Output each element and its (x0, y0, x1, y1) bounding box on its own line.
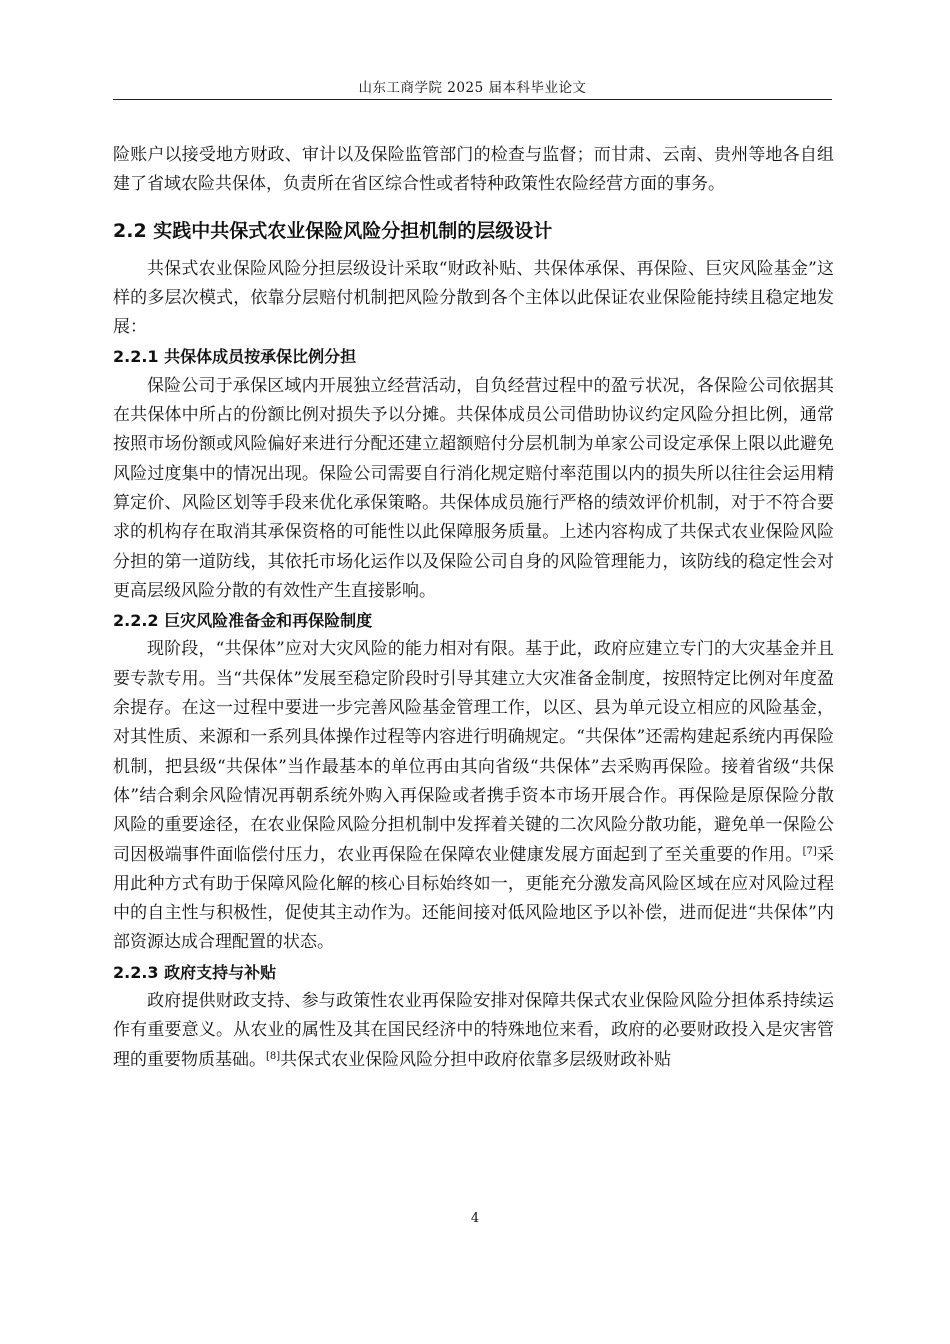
paragraph-catastrophe-reserve (113, 635, 834, 957)
subsection-heading-2-2-2: 2.2.2 巨灾风险准备金和再保险制度 (113, 611, 373, 631)
paragraph-continued: 险账户以接受地方财政、审计以及保险监管部门的检查与监督；而甘肃、云南、贵州等地各自组建了省域农险共保体，负责所在省区综合性或者特种政策性农险经营方面的事务。 (113, 145, 834, 195)
header-divider (113, 99, 832, 100)
running-header: 山东工商学院 2025 届本科毕业论文 (358, 80, 587, 96)
paragraph-member-sharing: 保险公司于承保区域内开展独立经营活动，自负经营过程中的盈亏状况，各保险公司依据其在共保体中所占的份额比例对损失予以分摊。共保体成员公司借助协议约定风险分担比例，通常按照市场份额或风险偏好来进行分配还建立超额赔付分层机制为单家公司设定承保上限以此避免风险过度集中的情况出现。保险公司需要自行消化规定赔付率范围以内的损失所以往往会运用精算定价、风险区划等手段来优化承保策略。共保体成员施行严格的绩效评价机制，对于不符合要求的机构存在取消其承保资格的可能性以此保障服务质量。上述内容构成了共保式农业保险风险分担的第一道防线，其依托市场化运作以及保险公司自身的风险管理能力，该防线的稳定性会对更高层级风险分散的有效性产生直接影响。 (113, 375, 834, 601)
page-number: 4 (470, 1211, 480, 1226)
paragraph-text: 共保式农业保险风险分担中政府依靠多层级财政补贴 (280, 1049, 672, 1070)
section-heading-2-2: 2.2 实践中共保式农业保险风险分担机制的层级设计 (113, 219, 553, 242)
subsection-heading-2-2-3: 2.2.3 政府支持与补贴 (113, 962, 277, 982)
citation-ref-7: [7] (802, 845, 817, 857)
page-body (113, 141, 834, 1075)
paragraph-text: 采用此种方式有助于保障风险化解的核心目标始终如一，更能充分激发高风险区域在应对风险过程中的自主性与积极性，促使其主动作为。还能间接对低风险地区予以补偿，进而促进“共保体”内部资源达成合理配置的状态。 (113, 844, 835, 953)
paragraph-text: 政府提供财政支持、参与政策性农业再保险安排对保障共保式农业保险风险分担体系持续运作有重要意义。从农业的属性及其在国民经济中的特殊地位来看，政府的必要财政投入是灾害管理的重要物质基础。 (113, 991, 834, 1070)
subsection-heading-2-2-1: 2.2.1 共保体成员按承保比例分担 (113, 347, 357, 367)
paragraph-layered-design: 共保式农业保险风险分担层级设计采取“财政补贴、共保体承保、再保险、巨灾风险基金”这样的多层次模式，依靠分层赔付机制把风险分散到各个主体以此保证农业保险能持续且稳定地发展： (113, 258, 834, 338)
citation-ref-8: [8] (266, 1050, 281, 1062)
paragraph-government-support (113, 987, 834, 1075)
paragraph-text: 现阶段，“共保体”应对大灾风险的能力相对有限。基于此，政府应建立专门的大灾基金并且要专款专用。当“共保体”发展至稳定阶段时引导其建立大灾准备金制度，按照特定比例对年度盈余提存。在这一过程中要进一步完善风险基金管理工作，以区、县为单元设立相应的风险基金，对其性质、来源和一系列具体操作过程等内容进行明确规定。“共保体”还需构建起系统内再保险机制，把县级“共保体”当作最基本的单位再由其向省级“共保体”去采购再保险。接着省级“共保体”结合剩余风险情况再朝系统外购入再保险或者携手资本市场开展合作。再保险是原保险分散风险的重要途径，在农业保险风险分担机制中发挥着关键的二次风险分散功能，避免单一保险公司因极端事件面临偿付压力，农业再保险在保障农业健康发展方面起到了至关重要的作用。 (113, 639, 834, 865)
